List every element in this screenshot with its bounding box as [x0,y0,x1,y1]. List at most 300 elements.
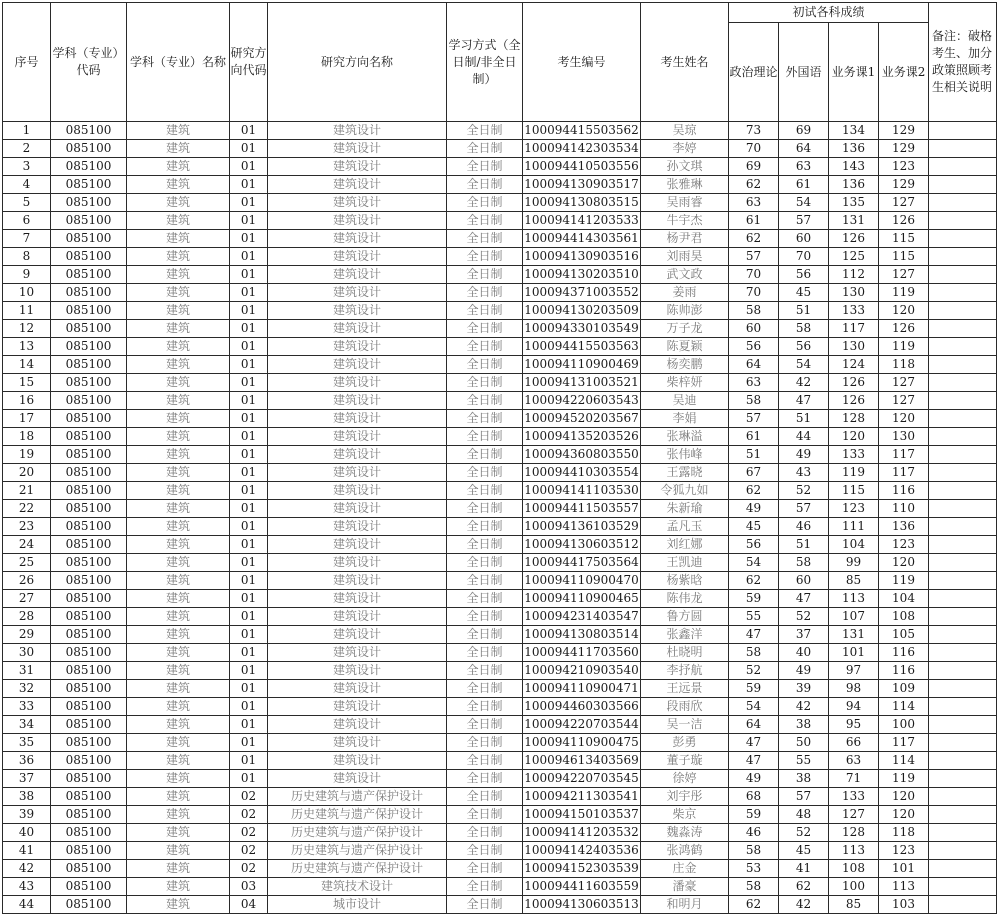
cell-study-mode: 全日制 [447,248,523,266]
cell-exam-id: 100094130203510 [523,266,641,284]
cell-score-course-1: 135 [829,194,879,212]
cell-direction-code: 01 [230,320,268,338]
cell-subject-name: 建筑 [127,608,230,626]
table-row [3,338,997,356]
cell-subject-name: 建筑 [127,896,230,914]
cell-direction-name: 建筑设计 [268,536,447,554]
cell-subject-code: 085100 [51,860,127,878]
cell-study-mode: 全日制 [447,194,523,212]
cell-subject-code: 085100 [51,194,127,212]
cell-remarks [929,842,997,860]
table-row [3,698,997,716]
cell-subject-name: 建筑 [127,572,230,590]
cell-score-course-1: 124 [829,356,879,374]
cell-direction-code: 01 [230,248,268,266]
cell-score-foreign: 56 [779,338,829,356]
cell-subject-name: 建筑 [127,464,230,482]
cell-score-foreign: 70 [779,248,829,266]
cell-exam-id: 100094220603543 [523,392,641,410]
cell-score-politics: 69 [729,158,779,176]
cell-student-name: 陈夏颖 [641,338,729,356]
cell-student-name: 和明月 [641,896,729,914]
cell-seq: 14 [3,356,51,374]
cell-direction-code: 01 [230,608,268,626]
cell-exam-id: 100094141103530 [523,482,641,500]
cell-score-course-1: 133 [829,788,879,806]
cell-score-course-1: 128 [829,824,879,842]
cell-score-course-1: 98 [829,680,879,698]
cell-student-name: 杜晓明 [641,644,729,662]
cell-score-foreign: 40 [779,644,829,662]
cell-score-course-2: 116 [879,662,929,680]
table-row [3,842,997,860]
cell-exam-id: 100094110900465 [523,590,641,608]
cell-subject-code: 085100 [51,590,127,608]
cell-seq: 35 [3,734,51,752]
cell-study-mode: 全日制 [447,662,523,680]
table-row [3,194,997,212]
cell-direction-code: 02 [230,806,268,824]
cell-subject-name: 建筑 [127,410,230,428]
cell-student-name: 魏淼涛 [641,824,729,842]
cell-score-course-1: 94 [829,698,879,716]
table-row [3,446,997,464]
cell-subject-code: 085100 [51,176,127,194]
cell-score-course-2: 123 [879,536,929,554]
cell-exam-id: 100094141203533 [523,212,641,230]
cell-exam-id: 100094360803550 [523,446,641,464]
cell-seq: 38 [3,788,51,806]
cell-score-foreign: 60 [779,572,829,590]
cell-score-politics: 62 [729,896,779,914]
cell-student-name: 王露晓 [641,464,729,482]
cell-remarks [929,554,997,572]
cell-seq: 36 [3,752,51,770]
cell-direction-name: 建筑设计 [268,230,447,248]
cell-direction-name: 建筑设计 [268,320,447,338]
cell-score-foreign: 52 [779,482,829,500]
cell-direction-code: 01 [230,518,268,536]
cell-subject-code: 085100 [51,320,127,338]
cell-subject-code: 085100 [51,752,127,770]
cell-score-foreign: 54 [779,194,829,212]
cell-remarks [929,644,997,662]
cell-exam-id: 100094411703560 [523,644,641,662]
cell-direction-name: 建筑设计 [268,518,447,536]
cell-remarks [929,500,997,518]
header-seq: 序号 [3,3,51,122]
cell-score-course-1: 113 [829,842,879,860]
cell-direction-name: 建筑设计 [268,446,447,464]
cell-subject-name: 建筑 [127,248,230,266]
cell-study-mode: 全日制 [447,338,523,356]
cell-remarks [929,356,997,374]
cell-remarks [929,212,997,230]
cell-score-course-2: 119 [879,572,929,590]
cell-score-politics: 62 [729,176,779,194]
cell-score-course-1: 108 [829,860,879,878]
table-row [3,824,997,842]
cell-direction-name: 建筑技术设计 [268,878,447,896]
cell-score-politics: 51 [729,446,779,464]
cell-subject-code: 085100 [51,716,127,734]
cell-seq: 34 [3,716,51,734]
cell-score-foreign: 60 [779,230,829,248]
cell-student-name: 杨尹君 [641,230,729,248]
cell-subject-name: 建筑 [127,212,230,230]
cell-score-course-1: 115 [829,482,879,500]
table-row [3,500,997,518]
cell-subject-name: 建筑 [127,392,230,410]
cell-score-politics: 58 [729,644,779,662]
cell-score-course-1: 136 [829,176,879,194]
cell-student-name: 段雨欣 [641,698,729,716]
cell-subject-name: 建筑 [127,626,230,644]
cell-exam-id: 100094371003552 [523,284,641,302]
cell-score-politics: 54 [729,698,779,716]
cell-subject-name: 建筑 [127,788,230,806]
cell-exam-id: 100094520203567 [523,410,641,428]
cell-subject-code: 085100 [51,158,127,176]
cell-score-foreign: 58 [779,554,829,572]
cell-remarks [929,266,997,284]
cell-subject-name: 建筑 [127,824,230,842]
table-row [3,572,997,590]
cell-subject-code: 085100 [51,770,127,788]
cell-direction-name: 建筑设计 [268,572,447,590]
cell-subject-name: 建筑 [127,680,230,698]
cell-subject-name: 建筑 [127,752,230,770]
header-foreign-language: 外国语 [779,23,829,122]
cell-score-course-2: 109 [879,680,929,698]
cell-exam-id: 100094110900471 [523,680,641,698]
cell-remarks [929,662,997,680]
table-row [3,644,997,662]
cell-subject-code: 085100 [51,536,127,554]
cell-score-politics: 56 [729,338,779,356]
header-student-name: 考生姓名 [641,3,729,122]
cell-student-name: 刘宇彤 [641,788,729,806]
cell-score-foreign: 47 [779,590,829,608]
cell-score-politics: 47 [729,626,779,644]
cell-subject-code: 085100 [51,878,127,896]
cell-score-course-1: 126 [829,374,879,392]
cell-direction-code: 01 [230,536,268,554]
cell-score-course-2: 120 [879,806,929,824]
cell-score-course-2: 129 [879,176,929,194]
cell-score-foreign: 51 [779,410,829,428]
cell-study-mode: 全日制 [447,788,523,806]
cell-score-foreign: 56 [779,266,829,284]
cell-score-course-2: 117 [879,446,929,464]
table-row [3,428,997,446]
cell-score-course-2: 116 [879,644,929,662]
cell-student-name: 陈帅澎 [641,302,729,320]
cell-score-foreign: 47 [779,392,829,410]
cell-exam-id: 100094130803514 [523,626,641,644]
cell-study-mode: 全日制 [447,140,523,158]
cell-direction-code: 01 [230,752,268,770]
cell-score-course-1: 99 [829,554,879,572]
cell-exam-id: 100094211303541 [523,788,641,806]
cell-subject-code: 085100 [51,788,127,806]
cell-remarks [929,338,997,356]
cell-score-politics: 62 [729,482,779,500]
cell-score-course-2: 114 [879,698,929,716]
cell-study-mode: 全日制 [447,374,523,392]
table-row [3,734,997,752]
cell-direction-code: 01 [230,572,268,590]
cell-exam-id: 100094130203509 [523,302,641,320]
cell-subject-code: 085100 [51,266,127,284]
cell-remarks [929,410,997,428]
cell-seq: 7 [3,230,51,248]
cell-score-course-1: 126 [829,230,879,248]
cell-remarks [929,734,997,752]
table-row [3,608,997,626]
cell-score-politics: 63 [729,374,779,392]
cell-study-mode: 全日制 [447,626,523,644]
cell-direction-name: 历史建筑与遗产保护设计 [268,860,447,878]
cell-exam-id: 100094142303534 [523,140,641,158]
header-direction-name: 研究方向名称 [268,3,447,122]
cell-score-foreign: 51 [779,536,829,554]
cell-student-name: 张琳溢 [641,428,729,446]
cell-subject-code: 085100 [51,608,127,626]
cell-direction-code: 01 [230,122,268,140]
cell-student-name: 张鸿鹤 [641,842,729,860]
cell-seq: 29 [3,626,51,644]
cell-score-foreign: 46 [779,518,829,536]
cell-subject-code: 085100 [51,302,127,320]
cell-score-foreign: 64 [779,140,829,158]
cell-seq: 10 [3,284,51,302]
cell-seq: 44 [3,896,51,914]
cell-student-name: 李婷 [641,140,729,158]
cell-seq: 15 [3,374,51,392]
cell-score-foreign: 62 [779,878,829,896]
cell-score-politics: 70 [729,140,779,158]
cell-score-course-2: 116 [879,482,929,500]
cell-direction-name: 建筑设计 [268,194,447,212]
cell-score-politics: 59 [729,806,779,824]
cell-score-course-1: 112 [829,266,879,284]
cell-seq: 22 [3,500,51,518]
cell-score-course-2: 123 [879,842,929,860]
cell-seq: 24 [3,536,51,554]
cell-study-mode: 全日制 [447,518,523,536]
cell-score-politics: 68 [729,788,779,806]
cell-student-name: 刘红娜 [641,536,729,554]
cell-study-mode: 全日制 [447,878,523,896]
cell-student-name: 吴迪 [641,392,729,410]
cell-subject-name: 建筑 [127,428,230,446]
cell-subject-name: 建筑 [127,446,230,464]
cell-score-course-2: 127 [879,392,929,410]
cell-direction-name: 建筑设计 [268,680,447,698]
cell-score-politics: 62 [729,230,779,248]
cell-subject-code: 085100 [51,482,127,500]
cell-direction-name: 城市设计 [268,896,447,914]
cell-score-course-1: 131 [829,626,879,644]
cell-score-foreign: 63 [779,158,829,176]
cell-score-course-2: 110 [879,500,929,518]
cell-study-mode: 全日制 [447,770,523,788]
cell-seq: 26 [3,572,51,590]
cell-direction-code: 01 [230,698,268,716]
cell-direction-name: 建筑设计 [268,356,447,374]
cell-subject-code: 085100 [51,626,127,644]
cell-seq: 2 [3,140,51,158]
cell-subject-name: 建筑 [127,878,230,896]
cell-subject-name: 建筑 [127,770,230,788]
cell-score-foreign: 44 [779,428,829,446]
cell-seq: 13 [3,338,51,356]
cell-subject-name: 建筑 [127,374,230,392]
cell-exam-id: 100094136103529 [523,518,641,536]
cell-subject-name: 建筑 [127,536,230,554]
cell-exam-id: 100094330103549 [523,320,641,338]
cell-score-course-2: 127 [879,266,929,284]
cell-score-foreign: 58 [779,320,829,338]
cell-student-name: 孙文琪 [641,158,729,176]
table-row [3,410,997,428]
cell-score-foreign: 38 [779,716,829,734]
cell-study-mode: 全日制 [447,410,523,428]
cell-score-course-1: 130 [829,284,879,302]
cell-exam-id: 100094141203532 [523,824,641,842]
cell-student-name: 吴琼 [641,122,729,140]
header-study-mode: 学习方式（全日制/非全日制） [447,3,523,122]
cell-seq: 4 [3,176,51,194]
cell-subject-code: 085100 [51,410,127,428]
cell-study-mode: 全日制 [447,554,523,572]
cell-score-politics: 57 [729,248,779,266]
cell-subject-code: 085100 [51,446,127,464]
cell-subject-name: 建筑 [127,176,230,194]
table-row [3,626,997,644]
cell-subject-code: 085100 [51,140,127,158]
cell-study-mode: 全日制 [447,122,523,140]
cell-subject-name: 建筑 [127,518,230,536]
cell-score-politics: 53 [729,860,779,878]
table-row [3,896,997,914]
cell-subject-code: 085100 [51,554,127,572]
cell-direction-name: 建筑设计 [268,662,447,680]
cell-score-course-1: 85 [829,896,879,914]
cell-score-politics: 57 [729,410,779,428]
cell-subject-code: 085100 [51,248,127,266]
cell-seq: 17 [3,410,51,428]
cell-study-mode: 全日制 [447,230,523,248]
cell-study-mode: 全日制 [447,842,523,860]
cell-score-course-1: 104 [829,536,879,554]
cell-score-course-1: 125 [829,248,879,266]
cell-direction-name: 历史建筑与遗产保护设计 [268,842,447,860]
header-exam-id: 考生编号 [523,3,641,122]
cell-subject-name: 建筑 [127,500,230,518]
cell-score-course-2: 117 [879,464,929,482]
cell-score-course-1: 128 [829,410,879,428]
cell-score-politics: 59 [729,590,779,608]
cell-study-mode: 全日制 [447,590,523,608]
cell-score-course-1: 100 [829,878,879,896]
table-row [3,212,997,230]
cell-remarks [929,770,997,788]
cell-direction-name: 建筑设计 [268,734,447,752]
cell-remarks [929,428,997,446]
cell-score-foreign: 39 [779,680,829,698]
cell-subject-code: 085100 [51,824,127,842]
cell-subject-name: 建筑 [127,842,230,860]
cell-remarks [929,230,997,248]
cell-remarks [929,392,997,410]
cell-student-name: 潘豪 [641,878,729,896]
cell-exam-id: 100094231403547 [523,608,641,626]
cell-student-name: 吴雨睿 [641,194,729,212]
cell-score-politics: 55 [729,608,779,626]
cell-remarks [929,284,997,302]
cell-score-course-2: 119 [879,770,929,788]
cell-subject-code: 085100 [51,356,127,374]
table-row [3,248,997,266]
cell-study-mode: 全日制 [447,734,523,752]
header-remarks: 备注：破格考生、加分政策照顾考生相关说明 [929,3,997,122]
cell-exam-id: 100094417503564 [523,554,641,572]
cell-remarks [929,374,997,392]
cell-subject-name: 建筑 [127,482,230,500]
cell-study-mode: 全日制 [447,644,523,662]
cell-subject-code: 085100 [51,734,127,752]
table-row [3,302,997,320]
cell-score-course-1: 131 [829,212,879,230]
cell-seq: 28 [3,608,51,626]
cell-direction-code: 01 [230,770,268,788]
cell-direction-code: 01 [230,158,268,176]
cell-seq: 16 [3,392,51,410]
header-subject-name: 学科（专业）名称 [127,3,230,122]
cell-student-name: 鲁方圆 [641,608,729,626]
cell-score-politics: 58 [729,302,779,320]
cell-seq: 3 [3,158,51,176]
cell-student-name: 张雅琳 [641,176,729,194]
cell-remarks [929,446,997,464]
cell-seq: 27 [3,590,51,608]
cell-exam-id: 100094415503562 [523,122,641,140]
cell-direction-code: 01 [230,554,268,572]
cell-direction-name: 建筑设计 [268,500,447,518]
cell-score-course-2: 104 [879,590,929,608]
cell-direction-code: 01 [230,428,268,446]
cell-student-name: 杨紫晗 [641,572,729,590]
cell-score-politics: 61 [729,212,779,230]
cell-subject-name: 建筑 [127,122,230,140]
cell-exam-id: 100094410503556 [523,158,641,176]
cell-remarks [929,158,997,176]
cell-score-course-2: 114 [879,752,929,770]
cell-direction-name: 建筑设计 [268,302,447,320]
cell-direction-code: 02 [230,860,268,878]
cell-score-course-2: 120 [879,788,929,806]
cell-study-mode: 全日制 [447,356,523,374]
cell-score-course-2: 126 [879,320,929,338]
cell-remarks [929,608,997,626]
table-row [3,266,997,284]
cell-score-politics: 56 [729,536,779,554]
cell-score-course-2: 113 [879,878,929,896]
cell-student-name: 孟凡玉 [641,518,729,536]
cell-seq: 19 [3,446,51,464]
